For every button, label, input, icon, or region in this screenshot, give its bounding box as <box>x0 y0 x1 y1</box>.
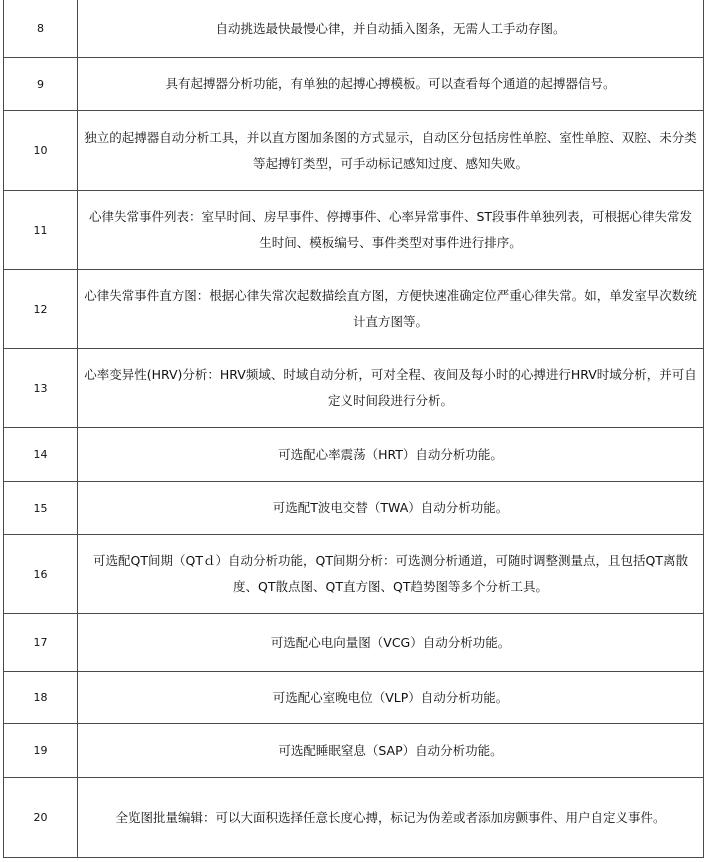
row-description: 独立的起搏器自动分析工具，并以直方图加条图的方式显示，自动区分包括房性单腔、室性单腔、双腔、未分类等起搏钉类型，可手动标记感知过度、感知失败。 <box>78 111 704 191</box>
row-description: 全览图批量编辑：可以大面积选择任意长度心搏，标记为伪差或者添加房颤事件、用户自定义事件。 <box>78 778 704 858</box>
table-row <box>4 428 704 482</box>
row-description: 心率变异性(HRV)分析：HRV频域、时域自动分析，可对全程、夜间及每小时的心搏进行HRV时域分析，并可自定义时间段进行分析。 <box>78 349 704 428</box>
row-description: 可选配心室晚电位（VLP）自动分析功能。 <box>78 672 704 724</box>
table-row <box>4 672 704 724</box>
row-description: 心律失常事件列表：室早时间、房早事件、停搏事件、心率异常事件、ST段事件单独列表，可根据心律失常发生时间、模板编号、事件类型对事件进行排序。 <box>78 191 704 270</box>
row-number: 17 <box>4 614 78 672</box>
table-row <box>4 349 704 428</box>
row-description: 可选配QT间期（QTｄ）自动分析功能，QT间期分析：可选测分析通道，可随时调整测量点，且包括QT离散度、QT散点图、QT直方图、QT趋势图等多个分析工具。 <box>78 535 704 614</box>
table-row <box>4 58 704 111</box>
row-number: 8 <box>4 0 78 58</box>
row-number: 15 <box>4 482 78 535</box>
row-description: 可选配心电向量图（VCG）自动分析功能。 <box>78 614 704 672</box>
row-description: 可选配睡眠窒息（SAP）自动分析功能。 <box>78 724 704 778</box>
row-number: 10 <box>4 111 78 191</box>
row-description: 具有起搏器分析功能，有单独的起搏心搏模板。可以查看每个通道的起搏器信号。 <box>78 58 704 111</box>
row-description: 心律失常事件直方图：根据心律失常次起数描绘直方图，方便快速准确定位严重心律失常。如，单发室早次数统计直方图等。 <box>78 270 704 349</box>
row-description: 可选配心率震荡（HRT）自动分析功能。 <box>78 428 704 482</box>
row-number: 12 <box>4 270 78 349</box>
row-number: 11 <box>4 191 78 270</box>
table-row <box>4 0 704 58</box>
table-row <box>4 191 704 270</box>
row-description: 可选配T波电交替（TWA）自动分析功能。 <box>78 482 704 535</box>
table-row <box>4 482 704 535</box>
row-description: 自动挑选最快最慢心律，并自动插入图条，无需人工手动存图。 <box>78 0 704 58</box>
spec-table <box>3 0 704 858</box>
table-row <box>4 270 704 349</box>
spec-table-body <box>4 0 704 858</box>
row-number: 9 <box>4 58 78 111</box>
table-row <box>4 614 704 672</box>
table-row <box>4 724 704 778</box>
table-row <box>4 778 704 858</box>
row-number: 16 <box>4 535 78 614</box>
row-number: 20 <box>4 778 78 858</box>
table-row <box>4 535 704 614</box>
row-number: 13 <box>4 349 78 428</box>
row-number: 19 <box>4 724 78 778</box>
row-number: 14 <box>4 428 78 482</box>
table-row <box>4 111 704 191</box>
row-number: 18 <box>4 672 78 724</box>
